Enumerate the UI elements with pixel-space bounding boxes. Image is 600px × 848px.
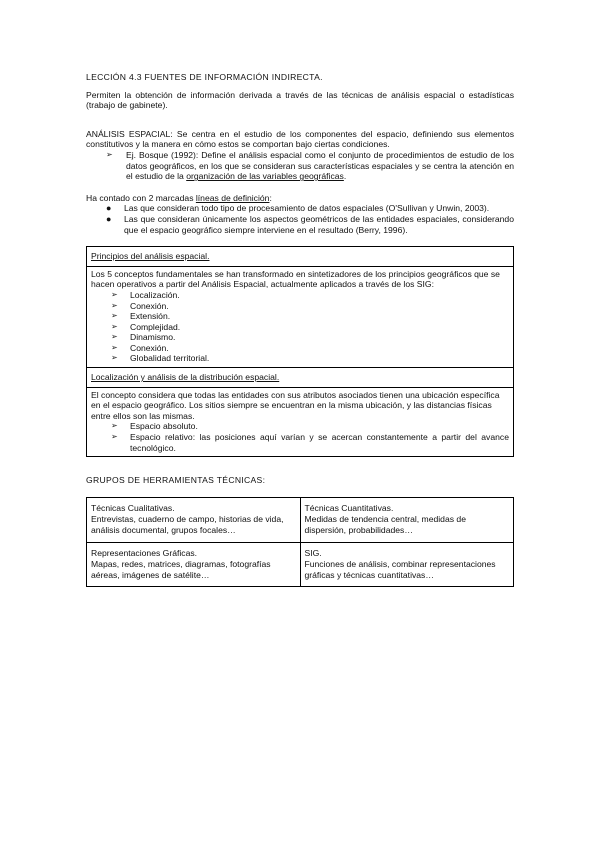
example-text: Ej. Bosque (1992): Define el análisis espacial como el conjunto de procedimientos de estudio de los datos geográficos, en los que se consideran sus características espaciales y se centra la atención en el estudio de la — [126, 149, 514, 182]
tools-cell-representaciones — [87, 542, 301, 587]
arrow-bullet-icon: ➢ — [111, 321, 118, 331]
analisis-example-list — [106, 150, 514, 182]
bullet-icon: ● — [106, 203, 112, 214]
list-item: ➢ Espacio relativo: las posiciones aquí varían y se acercan constantemente a partir del avance tecnológico. — [111, 432, 509, 453]
cell-title: Representaciones Gráficas. — [91, 547, 198, 558]
cell-text: Mapas, redes, matrices, diagramas, fotografías aéreas, imágenes de satélite… — [91, 559, 271, 580]
list-item: ● Las que consideran únicamente los aspectos geométricos de las entidades espaciales, considerando que el espacio geográfico siempre interviene en el resultado (Berry, 1996). — [106, 213, 514, 235]
arrow-bullet-icon: ➢ — [111, 332, 118, 342]
arrow-bullet-icon: ➢ — [111, 432, 118, 442]
lineas-intro: Ha contado con 2 marcadas líneas de definición: — [86, 192, 272, 203]
localizacion-body-cell — [87, 387, 514, 457]
tools-cell-cualitativas — [87, 497, 301, 542]
arrow-bullet-icon: ➢ — [111, 342, 118, 352]
arrow-bullet-icon: ➢ — [106, 149, 113, 159]
cell-text: Entrevistas, cuaderno de campo, historias de vida, análisis documental, grupos focales… — [91, 514, 284, 535]
list-item: ➢ Conexión. — [111, 342, 169, 353]
grupos-heading: GRUPOS DE HERRAMIENTAS TÉCNICAS: — [86, 475, 266, 486]
list-item: ➢ Globalidad territorial. — [111, 353, 210, 364]
list-item: ➢ Extensión. — [111, 311, 171, 322]
arrow-bullet-icon: ➢ — [111, 353, 118, 363]
arrow-bullet-icon: ➢ — [111, 300, 118, 310]
list-item: ● Las que consideran todo tipo de procesamiento de datos espaciales (O'Sullivan y Unwin, 2003). — [106, 203, 490, 214]
lesson-title: LECCIÓN 4.3 FUENTES DE INFORMACIÓN INDIRECTA. — [86, 72, 323, 82]
lineas-underlined: líneas de definición — [195, 192, 270, 203]
cell-title: Técnicas Cualitativas. — [91, 502, 175, 513]
tools-cell-cuantitativas — [300, 497, 514, 542]
list-item: ➢ Dinamismo. — [111, 332, 176, 343]
localizacion-heading-cell — [87, 368, 514, 388]
arrow-bullet-icon: ➢ — [111, 311, 118, 321]
principles-heading-cell — [87, 247, 514, 267]
cell-title: SIG. — [304, 547, 322, 558]
lineas-list — [106, 203, 514, 235]
document-page — [86, 72, 514, 587]
lesson-intro: Permiten la obtención de información derivada a través de las técnicas de análisis espacial o estadísticas (trabajo de gabinete). — [86, 89, 514, 111]
principles-body-cell — [87, 266, 514, 367]
bullet-icon: ● — [106, 213, 112, 224]
principles-text: Los 5 conceptos fundamentales se han transformado en sintetizadores de los principios geográficos que se hacen operativos a partir del Análisis Espacial, actualmente aplicados a través de los SIG: — [91, 268, 500, 290]
list-item: ➢ Ej. Bosque (1992): Define el análisis espacial como el conjunto de procedimientos de estudio de los datos geográficos, en los que se consideran sus características espaciales y se centra la atención en el estudio de la organización de las variables geográficas. — [106, 149, 514, 182]
cell-title: Técnicas Cuantitativas. — [304, 502, 394, 513]
principles-list — [111, 290, 509, 364]
list-item: ➢ Espacio absoluto. — [111, 421, 198, 432]
localizacion-list — [111, 421, 509, 453]
tools-table — [86, 497, 514, 588]
arrow-bullet-icon: ➢ — [111, 289, 118, 299]
principles-heading: Principios del análisis espacial. — [91, 251, 210, 262]
tools-cell-sig — [300, 542, 514, 587]
principles-table — [86, 246, 514, 457]
arrow-bullet-icon: ➢ — [111, 421, 118, 431]
cell-text: Medidas de tendencia central, medidas de dispersión, probabilidades… — [304, 514, 466, 535]
list-item: ➢ Complejidad. — [111, 321, 181, 332]
cell-text: Funciones de análisis, combinar representaciones gráficas y técnicas cuantitativas… — [304, 559, 496, 580]
list-item: ➢ Localización. — [111, 289, 180, 300]
localizacion-heading: Localización y análisis de la distribución espacial. — [91, 372, 280, 383]
example-underlined: organización de las variables geográficas — [186, 171, 344, 182]
analisis-espacial-paragraph: ANÁLISIS ESPACIAL: Se centra en el estudio de los componentes del espacio, definiendo sus elementos constitutivos y la manera en cómo estos se comportan bajo ciertas condiciones. — [86, 128, 514, 150]
list-item: ➢ Conexión. — [111, 300, 169, 311]
localizacion-text: El concepto considera que todas las entidades con sus atributos asociados tienen una ubicación específica en el espacio geográfico. Los sitios siempre se encuentran en la misma ubicación, y las distancias físicas entre ellos son las mismas. — [91, 389, 500, 421]
